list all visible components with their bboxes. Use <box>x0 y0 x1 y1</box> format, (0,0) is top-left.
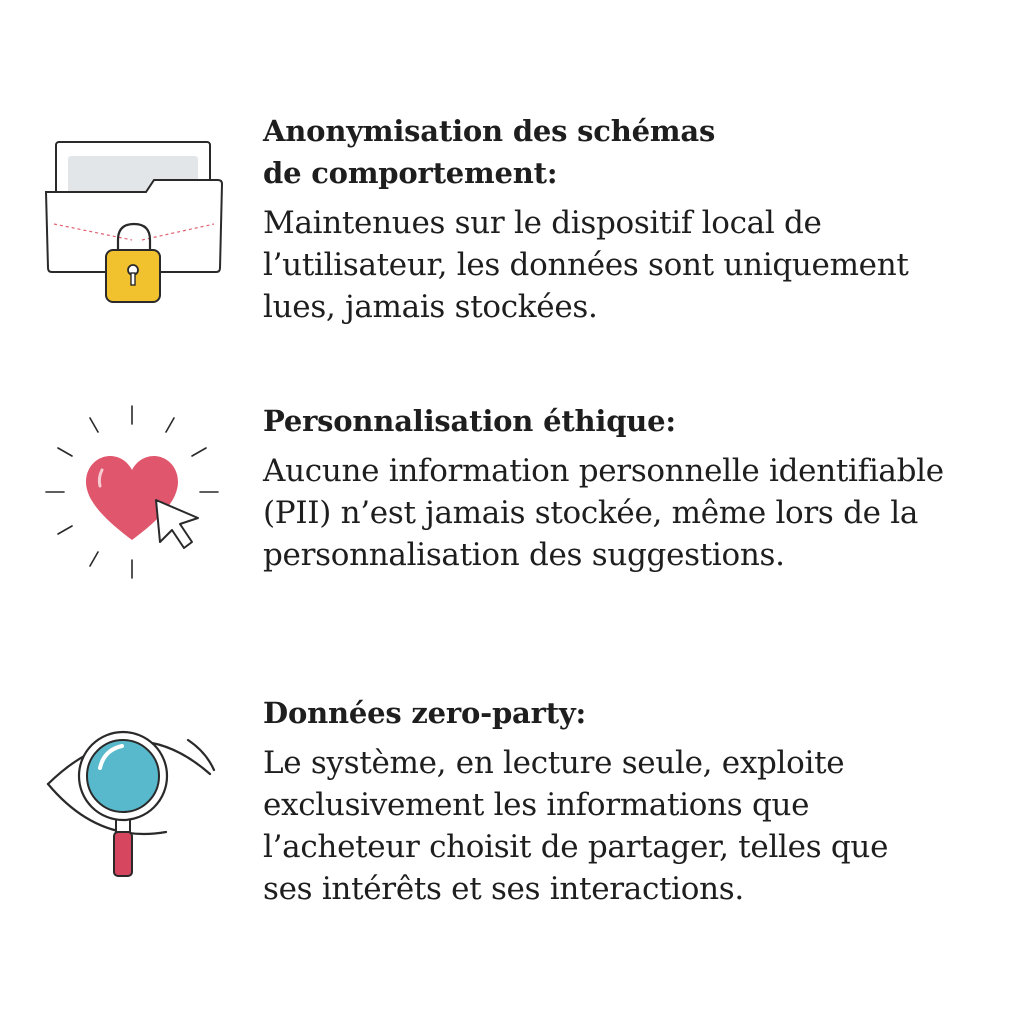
feature-desc-line: Aucune information personnelle identifiable <box>263 453 944 489</box>
feature-title-line: Anonymisation des schémas <box>263 114 716 148</box>
feature-desc-line: Le système, en lecture seule, exploite <box>263 745 845 781</box>
feature-desc-line: personnalisation des suggestions. <box>263 537 785 573</box>
feature-desc-line: ses intérêts et ses interactions. <box>263 871 744 907</box>
feature-title-line: de comportement: <box>263 156 558 190</box>
locked-folder-icon <box>38 140 228 324</box>
feature-desc-line: (PII) n’est jamais stockée, même lors de la <box>263 495 919 531</box>
feature-description <box>263 202 1003 328</box>
feature-desc-line: l’acheteur choisit de partager, telles que <box>263 829 889 865</box>
feature-desc-line: lues, jamais stockées. <box>263 289 598 325</box>
eye-magnifier-icon <box>38 714 228 898</box>
feature-description <box>263 450 1003 576</box>
feature-title-line: Données zero-party: <box>263 696 587 730</box>
feature-title-line: Personnalisation éthique: <box>263 404 676 438</box>
feature-title <box>263 692 1003 734</box>
feature-title <box>263 400 1003 442</box>
feature-title <box>263 110 1003 194</box>
feature-description <box>263 742 1003 910</box>
feature-desc-line: l’utilisateur, les données sont uniquement <box>263 247 909 283</box>
feature-desc-line: Maintenues sur le dispositif local de <box>263 205 822 241</box>
feature-text <box>263 692 1003 910</box>
feature-desc-line: exclusivement les informations que <box>263 787 810 823</box>
heart-cursor-icon <box>38 400 228 594</box>
feature-text <box>263 110 1003 328</box>
feature-text <box>263 400 1003 576</box>
